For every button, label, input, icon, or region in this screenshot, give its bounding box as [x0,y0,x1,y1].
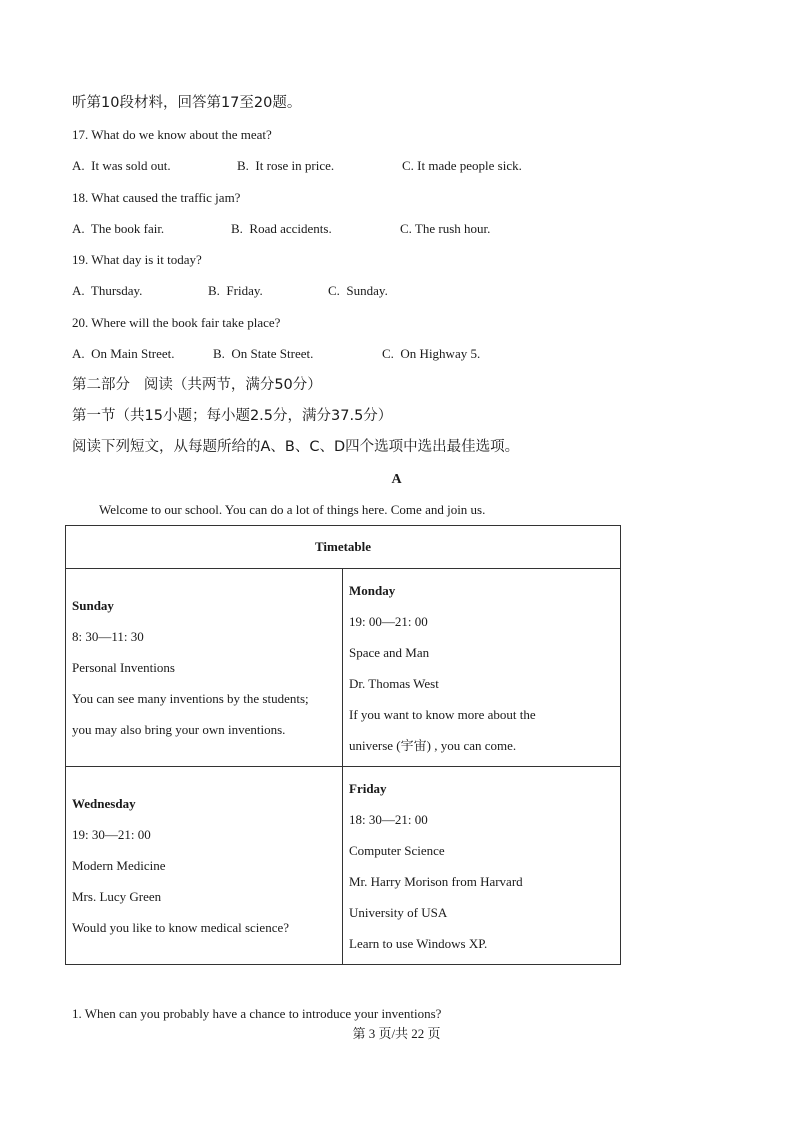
question-19-stem: 19. What day is it today? [72,252,202,267]
timetable [65,525,621,965]
section-intro: 听第10段材料，回答第17至20题。 [72,95,302,111]
event-speaker: Mrs. Lucy Green [72,889,162,904]
event-title: Computer Science [349,842,445,858]
question-19-option-b: B. Friday. [208,283,263,298]
question-20-stem: 20. Where will the book fair take place? [72,315,281,330]
day-label: Sunday [72,598,114,613]
question-20-option-b: B. On State Street. [213,346,314,361]
question-19-option-c: C. Sunday. [328,283,388,298]
timetable-cell-monday [343,569,621,767]
time-range: 8: 30—11: 30 [72,629,144,644]
question-19-option-a: A. Thursday. [72,283,143,298]
section1-title: 第一节（共15小题；每小题2.5分，满分37.5分） [72,408,393,424]
event-desc: universe (宇宙) , you can come. [349,737,517,753]
event-title: Modern Medicine [72,858,166,873]
passage-intro: Welcome to our school. You can do a lot of things here. Come and join us. [99,502,486,517]
question-17-stem: 17. What do we know about the meat? [72,127,272,142]
question-18-option-a: A. The book fair. [72,221,165,236]
timetable-cell-friday [343,767,621,965]
question-17-option-a: A. It was sold out. [72,158,171,173]
part2-title: 第二部分 阅读（共两节，满分50分） [72,377,322,393]
question-17-option-b: B. It rose in price. [237,158,335,173]
event-desc: Would you like to know medical science? [72,920,290,935]
question-17-option-c: C. It made people sick. [402,158,522,173]
question-18-stem: 18. What caused the traffic jam? [72,190,241,205]
timetable-cell-wednesday [66,767,343,965]
time-range: 19: 30—21: 00 [72,827,151,842]
event-desc: Learn to use Windows XP. [349,935,488,951]
event-speaker: Dr. Thomas West [349,675,439,691]
passage-letter: A [391,472,402,487]
event-desc: If you want to know more about the [349,706,536,722]
question-20-option-c: C. On Highway 5. [382,346,481,361]
event-title: Space and Man [349,644,430,660]
timetable-cell-sunday [66,569,343,767]
day-label: Friday [349,780,387,796]
event-desc: you may also bring your own inventions. [72,722,286,737]
event-speaker: Mr. Harry Morison from Harvard [349,873,523,889]
question-18-option-c: C. The rush hour. [400,221,491,236]
event-desc: You can see many inventions by the students; [72,691,309,706]
event-speaker: University of USA [349,904,448,920]
timetable-title: Timetable [66,526,621,569]
question-1-stem: 1. When can you probably have a chance to introduce your inventions? [72,1006,442,1021]
event-title: Personal Inventions [72,660,175,675]
time-range: 19: 00—21: 00 [349,613,428,629]
reading-instruction: 阅读下列短文，从每题所给的A、B、C、D四个选项中选出最佳选项。 [72,439,520,455]
day-label: Monday [349,582,396,598]
question-20-option-a: A. On Main Street. [72,346,175,361]
time-range: 18: 30—21: 00 [349,811,428,827]
page-footer: 第 3 页/共 22 页 [352,1026,441,1041]
day-label: Wednesday [72,796,136,811]
question-18-option-b: B. Road accidents. [231,221,332,236]
